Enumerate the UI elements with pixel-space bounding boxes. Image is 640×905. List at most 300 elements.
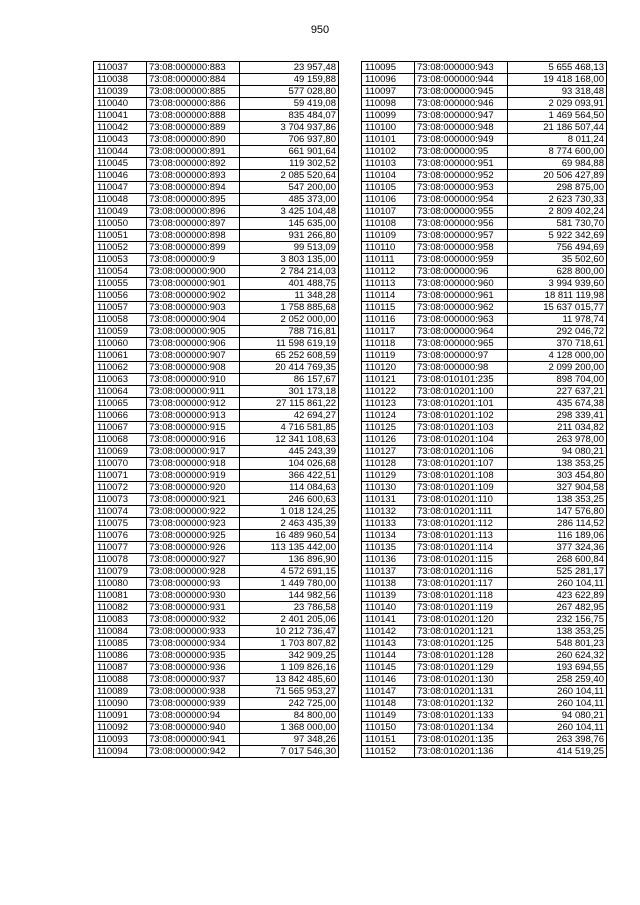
table-row [94, 98, 339, 110]
cadastral-number-cell: 73:08:000000:962 [415, 302, 508, 314]
row-number-cell: 110122 [362, 386, 415, 398]
cadastral-number-cell: 73:08:000000:956 [415, 218, 508, 230]
row-number-cell: 110077 [94, 542, 147, 554]
cadastral-number-cell: 73:08:000000:97 [415, 350, 508, 362]
row-number-cell: 110119 [362, 350, 415, 362]
value-cell: 267 482,95 [508, 602, 607, 614]
table-row [362, 194, 607, 206]
table-row [94, 722, 339, 734]
cadastral-number-cell: 73:08:000000:903 [147, 302, 240, 314]
value-cell: 485 373,00 [240, 194, 339, 206]
value-cell: 377 324,36 [508, 542, 607, 554]
value-cell: 94 080,21 [508, 710, 607, 722]
table-row [362, 578, 607, 590]
table-row [362, 734, 607, 746]
cadastral-number-cell: 73:08:000000:9 [147, 254, 240, 266]
value-cell: 303 454,80 [508, 470, 607, 482]
row-number-cell: 110110 [362, 242, 415, 254]
cadastral-number-cell: 73:08:010201:113 [415, 530, 508, 542]
cadastral-number-cell: 73:08:010201:101 [415, 398, 508, 410]
table-row [94, 374, 339, 386]
table-row [94, 386, 339, 398]
table-row [362, 410, 607, 422]
cadastral-number-cell: 73:08:000000:957 [415, 230, 508, 242]
row-number-cell: 110151 [362, 734, 415, 746]
cadastral-number-cell: 73:08:000000:932 [147, 614, 240, 626]
table-row [362, 686, 607, 698]
table-row [94, 602, 339, 614]
cadastral-number-cell: 73:08:010201:108 [415, 470, 508, 482]
table-row [94, 326, 339, 338]
value-cell: 2 463 435,39 [240, 518, 339, 530]
cadastral-number-cell: 73:08:000000:906 [147, 338, 240, 350]
row-number-cell: 110106 [362, 194, 415, 206]
cadastral-number-cell: 73:08:010201:114 [415, 542, 508, 554]
value-cell: 147 576,80 [508, 506, 607, 518]
cadastral-number-cell: 73:08:000000:98 [415, 362, 508, 374]
value-cell: 4 572 691,15 [240, 566, 339, 578]
table-row [94, 302, 339, 314]
row-number-cell: 110103 [362, 158, 415, 170]
row-number-cell: 110134 [362, 530, 415, 542]
row-number-cell: 110139 [362, 590, 415, 602]
table-row [94, 746, 339, 758]
table-row [94, 518, 339, 530]
table-row [94, 410, 339, 422]
value-cell: 661 901,64 [240, 146, 339, 158]
value-cell: 2 052 000,00 [240, 314, 339, 326]
row-number-cell: 110061 [94, 350, 147, 362]
cadastral-number-cell: 73:08:010201:110 [415, 494, 508, 506]
row-number-cell: 110051 [94, 230, 147, 242]
value-cell: 8 774 600,00 [508, 146, 607, 158]
table-row [94, 434, 339, 446]
table-row [94, 122, 339, 134]
row-number-cell: 110057 [94, 302, 147, 314]
value-cell: 11 348,28 [240, 290, 339, 302]
row-number-cell: 110129 [362, 470, 415, 482]
cadastral-number-cell: 73:08:000000:963 [415, 314, 508, 326]
row-number-cell: 110048 [94, 194, 147, 206]
value-cell: 71 565 953,27 [240, 686, 339, 698]
table-row [362, 254, 607, 266]
table-row [94, 362, 339, 374]
cadastral-number-cell: 73:08:010101:235 [415, 374, 508, 386]
cadastral-number-cell: 73:08:000000:941 [147, 734, 240, 746]
cadastral-number-cell: 73:08:010201:130 [415, 674, 508, 686]
table-row [362, 302, 607, 314]
value-cell: 548 801,23 [508, 638, 607, 650]
cadastral-number-cell: 73:08:000000:960 [415, 278, 508, 290]
cadastral-number-cell: 73:08:000000:915 [147, 422, 240, 434]
row-number-cell: 110091 [94, 710, 147, 722]
value-cell: 547 200,00 [240, 182, 339, 194]
table-row [94, 314, 339, 326]
value-cell: 258 259,40 [508, 674, 607, 686]
row-number-cell: 110142 [362, 626, 415, 638]
table-row [362, 146, 607, 158]
row-number-cell: 110109 [362, 230, 415, 242]
row-number-cell: 110133 [362, 518, 415, 530]
page-number: 950 [310, 24, 330, 36]
row-number-cell: 110117 [362, 326, 415, 338]
cadastral-number-cell: 73:08:000000:892 [147, 158, 240, 170]
value-cell: 1 469 564,50 [508, 110, 607, 122]
table-row [94, 242, 339, 254]
value-cell: 114 084,63 [240, 482, 339, 494]
table-row [94, 86, 339, 98]
value-cell: 5 922 342,69 [508, 230, 607, 242]
cadastral-number-cell: 73:08:000000:896 [147, 206, 240, 218]
table-row [94, 686, 339, 698]
cadastral-number-cell: 73:08:000000:926 [147, 542, 240, 554]
value-cell: 16 489 960,54 [240, 530, 339, 542]
cadastral-number-cell: 73:08:000000:904 [147, 314, 240, 326]
table-row [362, 158, 607, 170]
value-cell: 193 694,55 [508, 662, 607, 674]
table-row [362, 482, 607, 494]
cadastral-number-cell: 73:08:010201:107 [415, 458, 508, 470]
cadastral-number-cell: 73:08:000000:890 [147, 134, 240, 146]
cadastral-number-cell: 73:08:000000:893 [147, 170, 240, 182]
cadastral-number-cell: 73:08:000000:927 [147, 554, 240, 566]
value-cell: 211 034,82 [508, 422, 607, 434]
table-row [362, 374, 607, 386]
row-number-cell: 110056 [94, 290, 147, 302]
cadastral-number-cell: 73:08:000000:944 [415, 74, 508, 86]
row-number-cell: 110092 [94, 722, 147, 734]
table-row [362, 266, 607, 278]
value-cell: 104 026,68 [240, 458, 339, 470]
value-cell: 298 875,00 [508, 182, 607, 194]
row-number-cell: 110076 [94, 530, 147, 542]
row-number-cell: 110081 [94, 590, 147, 602]
table-row [362, 362, 607, 374]
cadastral-number-cell: 73:08:000000:936 [147, 662, 240, 674]
row-number-cell: 110152 [362, 746, 415, 758]
row-number-cell: 110138 [362, 578, 415, 590]
table-row [362, 338, 607, 350]
value-cell: 42 694,27 [240, 410, 339, 422]
value-cell: 366 422,51 [240, 470, 339, 482]
cadastral-number-cell: 73:08:000000:943 [415, 62, 508, 74]
cadastral-number-cell: 73:08:010201:106 [415, 446, 508, 458]
table-row [94, 170, 339, 182]
row-number-cell: 110040 [94, 98, 147, 110]
table-row [362, 122, 607, 134]
cadastral-number-cell: 73:08:010201:121 [415, 626, 508, 638]
cadastral-number-cell: 73:08:000000:902 [147, 290, 240, 302]
cadastral-number-cell: 73:08:000000:96 [415, 266, 508, 278]
table-row [94, 206, 339, 218]
value-cell: 145 635,00 [240, 218, 339, 230]
row-number-cell: 110078 [94, 554, 147, 566]
cadastral-number-cell: 73:08:000000:933 [147, 626, 240, 638]
row-number-cell: 110043 [94, 134, 147, 146]
row-number-cell: 110084 [94, 626, 147, 638]
table-row [362, 506, 607, 518]
table-row [94, 350, 339, 362]
value-cell: 445 243,39 [240, 446, 339, 458]
cadastral-number-cell: 73:08:000000:883 [147, 62, 240, 74]
cadastral-number-cell: 73:08:000000:922 [147, 506, 240, 518]
table-row [94, 338, 339, 350]
cadastral-number-cell: 73:08:000000:891 [147, 146, 240, 158]
row-number-cell: 110063 [94, 374, 147, 386]
row-number-cell: 110095 [362, 62, 415, 74]
value-cell: 1 758 885,68 [240, 302, 339, 314]
value-cell: 20 506 427,89 [508, 170, 607, 182]
cadastral-number-cell: 73:08:000000:951 [415, 158, 508, 170]
row-number-cell: 110065 [94, 398, 147, 410]
cadastral-number-cell: 73:08:010201:116 [415, 566, 508, 578]
table-row [94, 710, 339, 722]
table-row [362, 134, 607, 146]
table-row [362, 602, 607, 614]
row-number-cell: 110135 [362, 542, 415, 554]
table-row [362, 74, 607, 86]
table-row [94, 218, 339, 230]
row-number-cell: 110055 [94, 278, 147, 290]
row-number-cell: 110094 [94, 746, 147, 758]
cadastral-number-cell: 73:08:000000:93 [147, 578, 240, 590]
row-number-cell: 110102 [362, 146, 415, 158]
value-cell: 19 418 168,00 [508, 74, 607, 86]
value-cell: 232 156,75 [508, 614, 607, 626]
value-cell: 898 704,00 [508, 374, 607, 386]
cadastral-number-cell: 73:08:000000:937 [147, 674, 240, 686]
cadastral-table-right [361, 61, 607, 758]
value-cell: 260 104,11 [508, 578, 607, 590]
table-row [94, 158, 339, 170]
row-number-cell: 110089 [94, 686, 147, 698]
value-cell: 99 513,09 [240, 242, 339, 254]
value-cell: 23 957,48 [240, 62, 339, 74]
table-row [94, 470, 339, 482]
value-cell: 286 114,52 [508, 518, 607, 530]
cadastral-number-cell: 73:08:010201:118 [415, 590, 508, 602]
value-cell: 136 896,90 [240, 554, 339, 566]
row-number-cell: 110038 [94, 74, 147, 86]
table-row [94, 230, 339, 242]
row-number-cell: 110118 [362, 338, 415, 350]
cadastral-number-cell: 73:08:000000:913 [147, 410, 240, 422]
cadastral-number-cell: 73:08:010201:100 [415, 386, 508, 398]
row-number-cell: 110121 [362, 374, 415, 386]
table-row [362, 242, 607, 254]
row-number-cell: 110105 [362, 182, 415, 194]
row-number-cell: 110096 [362, 74, 415, 86]
table-row [362, 434, 607, 446]
cadastral-number-cell: 73:08:000000:931 [147, 602, 240, 614]
row-number-cell: 110101 [362, 134, 415, 146]
cadastral-number-cell: 73:08:000000:934 [147, 638, 240, 650]
value-cell: 2 401 205,06 [240, 614, 339, 626]
cadastral-number-cell: 73:08:000000:916 [147, 434, 240, 446]
value-cell: 1 449 780,00 [240, 578, 339, 590]
table-row [362, 86, 607, 98]
row-number-cell: 110054 [94, 266, 147, 278]
table-row [362, 650, 607, 662]
row-number-cell: 110145 [362, 662, 415, 674]
table-row [362, 62, 607, 74]
row-number-cell: 110100 [362, 122, 415, 134]
table-row [94, 662, 339, 674]
table-row [362, 674, 607, 686]
value-cell: 298 339,41 [508, 410, 607, 422]
table-row [94, 530, 339, 542]
row-number-cell: 110053 [94, 254, 147, 266]
row-number-cell: 110069 [94, 446, 147, 458]
row-number-cell: 110067 [94, 422, 147, 434]
table-row [94, 74, 339, 86]
row-number-cell: 110088 [94, 674, 147, 686]
row-number-cell: 110111 [362, 254, 415, 266]
value-cell: 1 368 000,00 [240, 722, 339, 734]
row-number-cell: 110137 [362, 566, 415, 578]
table-row [94, 134, 339, 146]
cadastral-number-cell: 73:08:000000:952 [415, 170, 508, 182]
row-number-cell: 110144 [362, 650, 415, 662]
row-number-cell: 110115 [362, 302, 415, 314]
cadastral-number-cell: 73:08:010201:103 [415, 422, 508, 434]
value-cell: 119 302,52 [240, 158, 339, 170]
table-row [94, 734, 339, 746]
row-number-cell: 110127 [362, 446, 415, 458]
value-cell: 3 994 939,60 [508, 278, 607, 290]
cadastral-number-cell: 73:08:000000:928 [147, 566, 240, 578]
cadastral-number-cell: 73:08:000000:938 [147, 686, 240, 698]
value-cell: 86 157,67 [240, 374, 339, 386]
row-number-cell: 110098 [362, 98, 415, 110]
row-number-cell: 110074 [94, 506, 147, 518]
value-cell: 435 674,38 [508, 398, 607, 410]
cadastral-number-cell: 73:08:000000:940 [147, 722, 240, 734]
row-number-cell: 110066 [94, 410, 147, 422]
table-row [362, 278, 607, 290]
cadastral-number-cell: 73:08:000000:901 [147, 278, 240, 290]
cadastral-number-cell: 73:08:000000:94 [147, 710, 240, 722]
cadastral-number-cell: 73:08:010201:115 [415, 554, 508, 566]
value-cell: 27 115 861,22 [240, 398, 339, 410]
value-cell: 227 637,21 [508, 386, 607, 398]
row-number-cell: 110116 [362, 314, 415, 326]
table-row [94, 398, 339, 410]
value-cell: 3 803 135,00 [240, 254, 339, 266]
cadastral-number-cell: 73:08:000000:954 [415, 194, 508, 206]
row-number-cell: 110112 [362, 266, 415, 278]
cadastral-number-cell: 73:08:000000:925 [147, 530, 240, 542]
cadastral-number-cell: 73:08:010201:132 [415, 698, 508, 710]
row-number-cell: 110150 [362, 722, 415, 734]
table-row [362, 530, 607, 542]
value-cell: 116 189,06 [508, 530, 607, 542]
value-cell: 835 484,07 [240, 110, 339, 122]
value-cell: 84 800,00 [240, 710, 339, 722]
table-row [362, 446, 607, 458]
row-number-cell: 110052 [94, 242, 147, 254]
row-number-cell: 110093 [94, 734, 147, 746]
table-row [94, 506, 339, 518]
row-number-cell: 110071 [94, 470, 147, 482]
cadastral-number-cell: 73:08:010201:120 [415, 614, 508, 626]
value-cell: 94 080,21 [508, 446, 607, 458]
cadastral-number-cell: 73:08:000000:923 [147, 518, 240, 530]
row-number-cell: 110083 [94, 614, 147, 626]
row-number-cell: 110047 [94, 182, 147, 194]
row-number-cell: 110146 [362, 674, 415, 686]
table-row [362, 386, 607, 398]
row-number-cell: 110082 [94, 602, 147, 614]
cadastral-number-cell: 73:08:010201:134 [415, 722, 508, 734]
table-row [94, 110, 339, 122]
value-cell: 581 730,70 [508, 218, 607, 230]
table-row [94, 494, 339, 506]
row-number-cell: 110099 [362, 110, 415, 122]
row-number-cell: 110079 [94, 566, 147, 578]
row-number-cell: 110039 [94, 86, 147, 98]
cadastral-number-cell: 73:08:000000:965 [415, 338, 508, 350]
table-row [362, 590, 607, 602]
value-cell: 2 784 214,03 [240, 266, 339, 278]
cadastral-number-cell: 73:08:000000:947 [415, 110, 508, 122]
table-row [362, 614, 607, 626]
value-cell: 93 318,48 [508, 86, 607, 98]
cadastral-number-cell: 73:08:010201:119 [415, 602, 508, 614]
value-cell: 260 104,11 [508, 686, 607, 698]
row-number-cell: 110058 [94, 314, 147, 326]
row-number-cell: 110132 [362, 506, 415, 518]
row-number-cell: 110136 [362, 554, 415, 566]
value-cell: 1 703 807,82 [240, 638, 339, 650]
table-row [362, 470, 607, 482]
row-number-cell: 110147 [362, 686, 415, 698]
cadastral-number-cell: 73:08:010201:112 [415, 518, 508, 530]
table-row [94, 422, 339, 434]
row-number-cell: 110114 [362, 290, 415, 302]
cadastral-number-cell: 73:08:010201:102 [415, 410, 508, 422]
table-row [362, 182, 607, 194]
cadastral-number-cell: 73:08:010201:131 [415, 686, 508, 698]
row-number-cell: 110126 [362, 434, 415, 446]
value-cell: 23 786,58 [240, 602, 339, 614]
table-row [362, 638, 607, 650]
cadastral-number-cell: 73:08:000000:949 [415, 134, 508, 146]
cadastral-number-cell: 73:08:010201:136 [415, 746, 508, 758]
value-cell: 246 600,63 [240, 494, 339, 506]
row-number-cell: 110072 [94, 482, 147, 494]
row-number-cell: 110148 [362, 698, 415, 710]
cadastral-table-left [93, 61, 339, 758]
cadastral-number-cell: 73:08:010201:125 [415, 638, 508, 650]
value-cell: 59 419,08 [240, 98, 339, 110]
cadastral-number-cell: 73:08:000000:886 [147, 98, 240, 110]
value-cell: 18 811 119,98 [508, 290, 607, 302]
row-number-cell: 110130 [362, 482, 415, 494]
table-row [94, 182, 339, 194]
row-number-cell: 110141 [362, 614, 415, 626]
cadastral-number-cell: 73:08:000000:953 [415, 182, 508, 194]
cadastral-number-cell: 73:08:000000:900 [147, 266, 240, 278]
value-cell: 263 398,76 [508, 734, 607, 746]
value-cell: 12 341 108,63 [240, 434, 339, 446]
value-cell: 342 909,25 [240, 650, 339, 662]
table-row [94, 146, 339, 158]
table-row [94, 278, 339, 290]
row-number-cell: 110149 [362, 710, 415, 722]
cadastral-number-cell: 73:08:000000:964 [415, 326, 508, 338]
value-cell: 1 018 124,25 [240, 506, 339, 518]
